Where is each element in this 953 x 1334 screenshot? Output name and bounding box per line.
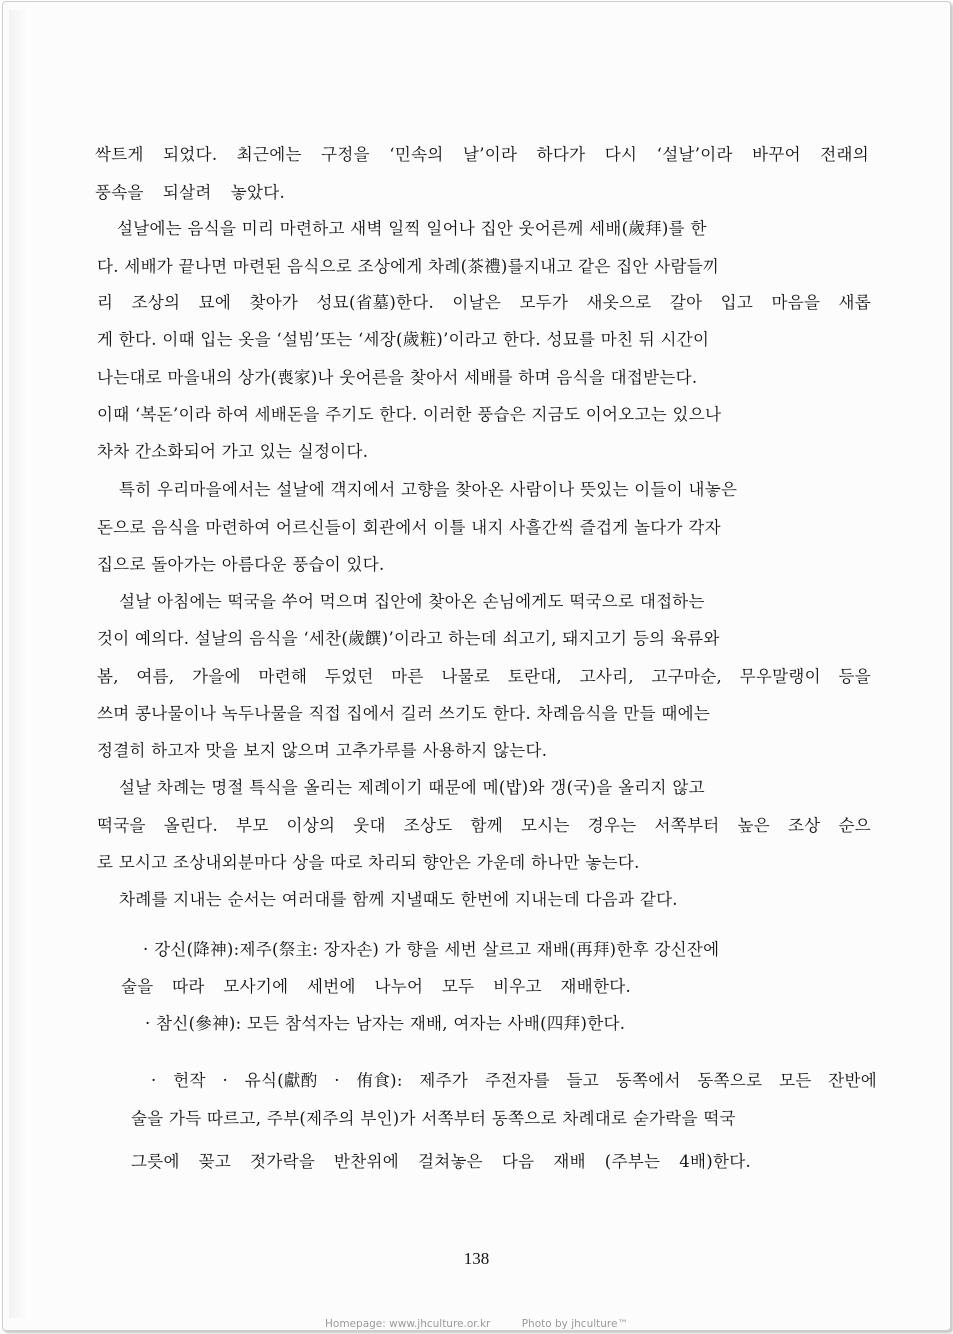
text-line-13: 설날 아침에는 떡국을 쑤어 먹으며 집안에 찾아온 손님에게도 떡국으로 대접하는 — [119, 592, 705, 611]
footer-homepage: Homepage: www.jhculture.or.kr — [325, 1318, 491, 1330]
text-line-27: 그릇에 꽂고 젓가락을 반찬위에 걸쳐놓은 다음 재배 (주부는 4배)한다. — [131, 1152, 751, 1171]
text-line-12: 집으로 돌아가는 아름다운 풍습이 있다. — [97, 555, 385, 574]
footer-credits — [0, 1318, 953, 1330]
text-line-11: 돈으로 음식을 마련하여 어르신들이 회관에서 이틀 내지 사흘간씩 즐겁게 놀다가 각자 — [97, 518, 721, 537]
text-line-9: 차차 간소화되어 가고 있는 실정이다. — [97, 442, 369, 461]
text-line-6: 게 한다. 이때 입는 옷을 ‘설빔’또는 ‘세장(歲粧)’이라고 한다. 성묘를 마친 뒤 시간이 — [97, 330, 710, 349]
text-line-26: 술을 가득 따르고, 주부(제주의 부인)가 서쪽부터 동쪽으로 차례대로 숟가락을 떡국 — [131, 1109, 736, 1128]
text-line-23: 술을 따라 모사기에 세번에 나누어 모두 비우고 재배한다. — [121, 977, 631, 996]
text-line-5: 리 조상의 묘에 찾아가 성묘(省墓)한다. 이날은 모두가 새옷으로 갈아 입고 마음을 새롭 — [97, 293, 871, 312]
text-line-1: 싹트게 되었다. 최근에는 구정을 ‘민속의 날’이라 하다가 다시 ‘설날’이라 바꾸어 전래의 — [95, 145, 869, 164]
text-line-8: 이때 ‘복돈’이라 하여 세배돈을 주기도 한다. 이러한 풍습은 지금도 이어오고는 있으나 — [97, 405, 722, 424]
text-line-15: 봄, 여름, 가을에 마련해 두었던 마른 나물로 토란대, 고사리, 고구마순, 무우말랭이 등을 — [97, 667, 871, 686]
page-number: 138 — [463, 1249, 490, 1268]
text-line-14: 것이 예의다. 설날의 음식을 ‘세찬(歲饌)’이라고 하는데 쇠고기, 돼지고기 등의 육류와 — [97, 629, 720, 648]
text-line-7: 나는대로 마을내의 상가(喪家)나 웃어른을 찾아서 세배를 하며 음식을 대접받는다. — [97, 368, 698, 387]
text-line-18: 설날 차례는 명절 특식을 올리는 제례이기 때문에 메(밥)와 갱(국)을 올리지 않고 — [119, 778, 705, 797]
page-spine-shadow — [9, 10, 31, 1318]
text-line-2: 풍속을 되살려 놓았다. — [95, 183, 285, 202]
text-line-16: 쓰며 콩나물이나 녹두나물을 직접 집에서 길러 쓰기도 한다. 차례음식을 만들 때에는 — [97, 704, 711, 723]
footer-photo-credit: Photo by jhculture™ — [521, 1318, 628, 1330]
text-line-24: · 참신(參神): 모든 참석자는 남자는 재배, 여자는 사배(四拜)한다. — [145, 1014, 626, 1033]
text-line-10: 특히 우리마을에서는 설날에 객지에서 고향을 찾아온 사람이나 뜻있는 이들이 내놓은 — [119, 480, 738, 499]
text-line-4: 다. 세배가 끝나면 마련된 음식으로 조상에게 차례(茶禮)를지내고 같은 집안 사람들끼 — [97, 257, 720, 276]
text-line-20: 로 모시고 조상내외분마다 상을 따로 차리되 향안은 가운데 하나만 놓는다. — [97, 853, 640, 872]
text-line-25: · 헌작 · 유식(獻酌 · 侑食): 제주가 주전자를 들고 동쪽에서 동쪽으로 모든 잔반에 — [151, 1071, 877, 1090]
text-line-22: · 강신(降神):제주(祭主: 장자손) 가 향을 세번 살르고 재배(再拜)한후 강신잔에 — [143, 940, 720, 959]
text-line-21: 차례를 지내는 순서는 여러대를 함께 지낼때도 한번에 지내는데 다음과 같다. — [119, 890, 678, 909]
text-line-19: 떡국을 올린다. 부모 이상의 웃대 조상도 함께 모시는 경우는 서쪽부터 높은 조상 순으 — [97, 816, 871, 835]
text-line-17: 정결히 하고자 맛을 보지 않으며 고추가루를 사용하지 않는다. — [97, 741, 548, 760]
text-line-3: 설날에는 음식을 미리 마련하고 새벽 일찍 일어나 집안 웃어른께 세배(歲拜)를 한 — [117, 219, 707, 238]
